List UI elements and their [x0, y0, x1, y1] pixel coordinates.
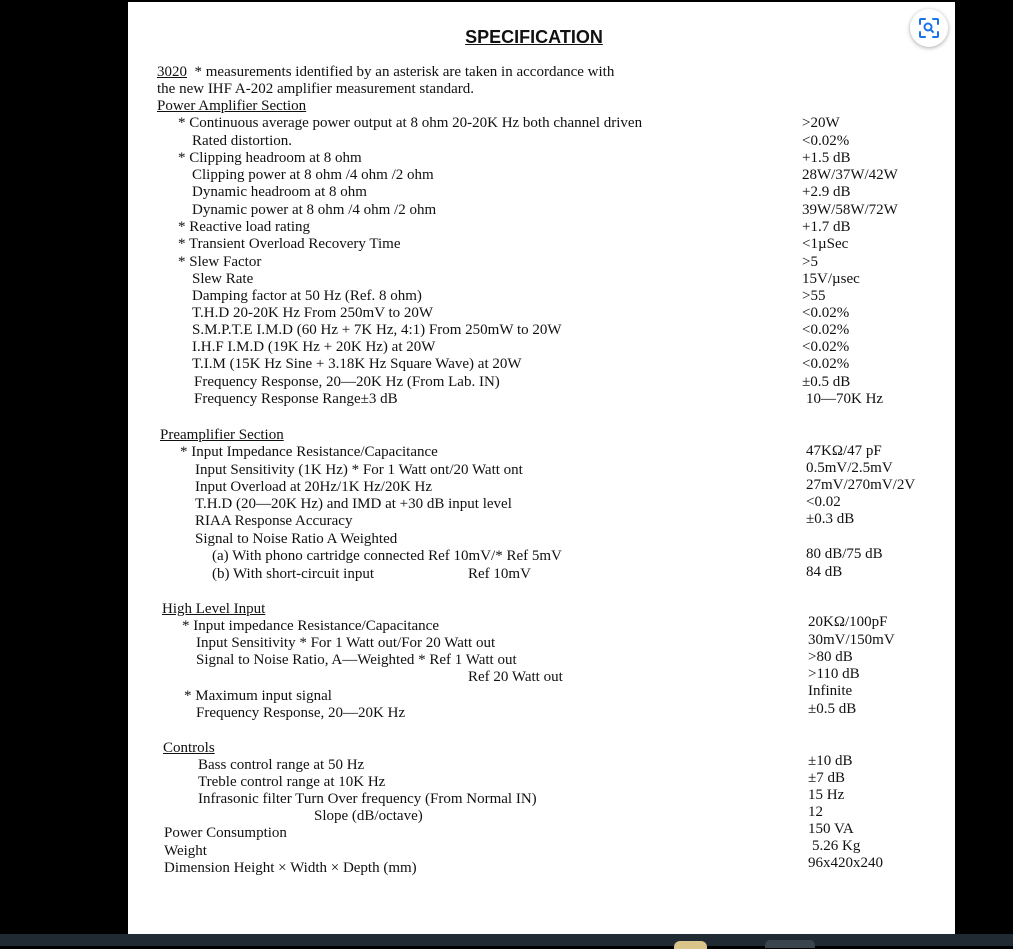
spec-label: Bass control range at 50 Hz: [198, 757, 365, 773]
spec-label: Frequency Response, 20—20K Hz (From Lab. IN): [194, 374, 500, 390]
spec-value: 47KΩ/47 pF: [806, 443, 882, 459]
spec-value: 39W/58W/72W: [802, 202, 898, 218]
spec-label: Rated distortion.: [192, 133, 292, 149]
spec-value: >5: [802, 254, 818, 270]
spec-label: Input Sensitivity * For 1 Watt out/For 20 Watt out: [196, 635, 496, 651]
spec-label: Dimension Height × Width × Depth (mm): [164, 860, 417, 876]
taskbar-item[interactable]: [674, 941, 707, 949]
spec-document-page: [128, 2, 955, 934]
spec-value: 0.5mV/2.5mV: [806, 460, 893, 476]
intro-line-1: [157, 64, 614, 81]
spec-label: Frequency Response Range±3 dB: [194, 391, 398, 407]
spec-value: <0.02%: [802, 133, 850, 149]
spec-value: <0.02%: [802, 322, 850, 338]
spec-label: Slope (dB/octave): [314, 808, 423, 824]
taskbar-strip: [0, 934, 1013, 946]
spec-value: 84 dB: [806, 564, 843, 580]
spec-value: <0.02%: [802, 305, 850, 321]
spec-value: <0.02%: [802, 356, 850, 372]
spec-value: +1.7 dB: [802, 219, 851, 235]
spec-value: 20KΩ/100pF: [808, 614, 888, 630]
spec-value: 96x420x240: [808, 855, 883, 871]
spec-label: T.H.D 20-20K Hz From 250mV to 20W: [192, 305, 434, 321]
spec-value: 150 VA: [808, 821, 854, 837]
spec-value: 12: [808, 804, 823, 820]
spec-value: ±0.5 dB: [802, 374, 851, 390]
spec-value: 5.26 Kg: [812, 838, 861, 854]
spec-label: Treble control range at 10K Hz: [198, 774, 386, 790]
spec-label: Power Consumption: [164, 825, 287, 841]
spec-label: T.H.D (20—20K Hz) and IMD at +30 dB input level: [195, 496, 512, 512]
spec-value: ±0.5 dB: [808, 701, 857, 717]
spec-value: >20W: [802, 115, 840, 131]
intro-text: * measurements identified by an asterisk are taken in accordance with: [194, 64, 615, 80]
spec-label: Signal to Noise Ratio A Weighted: [195, 531, 398, 547]
section-heading-preamplifier: Preamplifier Section: [160, 427, 284, 443]
section-heading-high-level-input: High Level Input: [162, 601, 266, 617]
section-heading-controls: Controls: [163, 740, 215, 756]
spec-label: Signal to Noise Ratio, A—Weighted * Ref 1 Watt out: [196, 652, 517, 668]
spec-value: 28W/37W/42W: [802, 167, 898, 183]
spec-label: Damping factor at 50 Hz (Ref. 8 ohm): [192, 288, 422, 304]
model-number: 3020: [157, 64, 187, 80]
spec-value: 30mV/150mV: [808, 632, 895, 648]
lens-search-icon: [918, 17, 940, 39]
spec-label: T.I.M (15K Hz Sine + 3.18K Hz Square Wave) at 20W: [192, 356, 522, 372]
spec-value: <1µSec: [802, 236, 849, 252]
spec-value: <0.02: [806, 494, 841, 510]
spec-label: Clipping power at 8 ohm /4 ohm /2 ohm: [192, 167, 434, 183]
spec-value: <0.02%: [802, 339, 850, 355]
spec-label: Ref 20 Watt out: [468, 669, 563, 685]
spec-label: Input Overload at 20Hz/1K Hz/20K Hz: [195, 479, 433, 495]
spec-value: Infinite: [808, 683, 853, 699]
spec-label: * Maximum input signal: [184, 688, 332, 704]
spec-value: +1.5 dB: [802, 150, 851, 166]
spec-label: * Continuous average power output at 8 ohm 20-20K Hz both channel driven: [178, 115, 643, 131]
spec-label: Infrasonic filter Turn Over frequency (From Normal IN): [198, 791, 537, 807]
spec-value: >110 dB: [808, 666, 860, 682]
spec-label: * Input impedance Resistance/Capacitance: [182, 618, 439, 634]
section-heading-power-amplifier: Power Amplifier Section: [157, 98, 307, 114]
spec-value: >80 dB: [808, 649, 853, 665]
spec-label: (b) With short-circuit input: [212, 566, 375, 582]
spec-value: 15 Hz: [808, 787, 845, 803]
spec-label: RIAA Response Accuracy: [195, 513, 353, 529]
spec-label: * Clipping headroom at 8 ohm: [178, 150, 362, 166]
spec-label: Input Sensitivity (1K Hz) * For 1 Watt ont/20 Watt ont: [195, 462, 523, 478]
spec-label: S.M.P.T.E I.M.D (60 Hz + 7K Hz, 4:1) From 250mW to 20W: [192, 322, 562, 338]
spec-ref: Ref 10mV: [468, 566, 531, 582]
spec-label: I.H.F I.M.D (19K Hz + 20K Hz) at 20W: [192, 339, 436, 355]
spec-value: 10—70K Hz: [806, 391, 884, 407]
spec-label: * Transient Overload Recovery Time: [178, 236, 401, 252]
lens-search-button[interactable]: [910, 9, 948, 47]
spec-label: Dynamic headroom at 8 ohm: [192, 184, 367, 200]
spec-label: Dynamic power at 8 ohm /4 ohm /2 ohm: [192, 202, 437, 218]
spec-label: Frequency Response, 20—20K Hz: [196, 705, 406, 721]
intro-line-2: the new IHF A-202 amplifier measurement standard.: [157, 81, 474, 97]
spec-value: ±7 dB: [808, 770, 845, 786]
spec-value: 80 dB/75 dB: [806, 546, 883, 562]
spec-label: Weight: [164, 843, 207, 859]
spec-value: >55: [802, 288, 826, 304]
taskbar-item[interactable]: [765, 940, 815, 948]
spec-value: ±10 dB: [808, 753, 853, 769]
spec-label: * Input Impedance Resistance/Capacitance: [180, 444, 438, 460]
document-title: SPECIFICATION: [465, 27, 603, 47]
spec-value: 15V/µsec: [802, 271, 860, 287]
spec-value: +2.9 dB: [802, 184, 851, 200]
spec-label: * Reactive load rating: [178, 219, 311, 235]
spec-value: ±0.3 dB: [806, 511, 855, 527]
spec-label: Slew Rate: [192, 271, 254, 287]
spec-label: * Slew Factor: [178, 254, 262, 270]
spec-value: 27mV/270mV/2V: [806, 477, 916, 493]
spec-label: (a) With phono cartridge connected Ref 10mV/* Ref 5mV: [212, 548, 562, 564]
